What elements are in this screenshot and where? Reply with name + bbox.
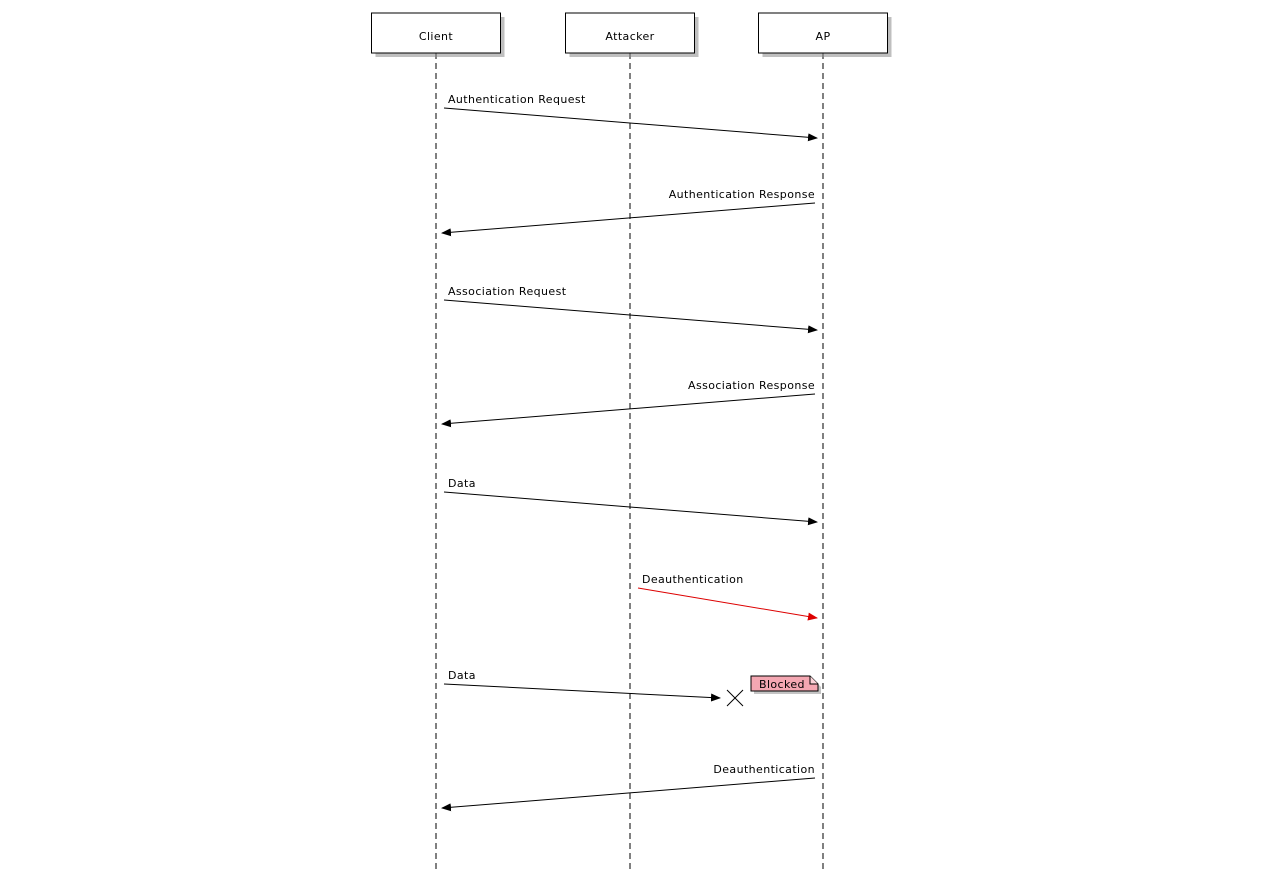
message-arrow — [444, 684, 720, 698]
participant-label: Attacker — [605, 30, 655, 43]
messages — [442, 93, 817, 808]
participant-ap — [759, 13, 892, 57]
message-label: Association Request — [448, 285, 567, 298]
note-fold — [810, 676, 818, 684]
participant-attacker — [566, 13, 699, 57]
message-label: Authentication Response — [668, 188, 815, 201]
message-label: Data — [448, 669, 476, 682]
participant-label: Client — [418, 30, 454, 43]
message-label: Deauthentication — [713, 763, 815, 776]
message-2 — [442, 188, 815, 233]
message-arrow — [638, 588, 817, 618]
note-text: Blocked — [759, 678, 805, 691]
participant-client — [372, 13, 505, 57]
participants — [372, 13, 892, 57]
lifelines — [436, 53, 823, 872]
message-label: Authentication Request — [448, 93, 586, 106]
message-8 — [442, 763, 815, 808]
message-label: Association Response — [688, 379, 815, 392]
message-label: Data — [448, 477, 476, 490]
message-arrow — [442, 394, 815, 424]
message-arrow — [442, 203, 815, 233]
notes — [751, 676, 821, 694]
note-blocked — [751, 676, 821, 694]
message-arrow — [442, 778, 815, 808]
message-6 — [638, 573, 817, 618]
destroy-x-icon — [727, 690, 743, 706]
message-4 — [442, 379, 815, 424]
message-7 — [444, 669, 743, 706]
participant-label: AP — [815, 30, 831, 43]
message-label: Deauthentication — [642, 573, 744, 586]
